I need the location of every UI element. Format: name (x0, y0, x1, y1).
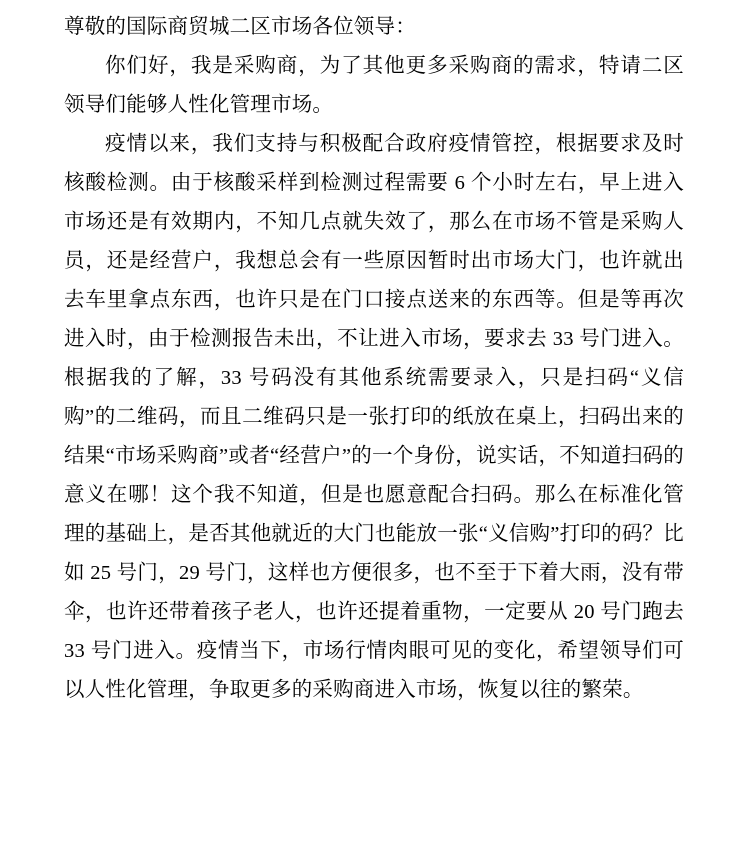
paragraph-main-body: 疫情以来，我们支持与积极配合政府疫情管控，根据要求及时核酸检测。由于核酸采样到检测过程需要 6 个小时左右，早上进入市场还是有效期内，不知几点就失效了，那么在市场不管是采购人员，还是经营户，我想总会有一些原因暂时出市场大门，也许就出去车里拿点东西，也许只是在门口接点送来的东西等。但是等再次进入时，由于检测报告未出，不让进入市场，要求去 33 号门进入。根据我的了解，33 号码没有其他系统需要录入，只是扫码“义信购”的二维码，而且二维码只是一张打印的纸放在桌上，扫码出来的结果“市场采购商”或者“经营户”的一个身份，说实话，不知道扫码的意义在哪！这个我不知道，但是也愿意配合扫码。那么在标准化管理的基础上，是否其他就近的大门也能放一张“义信购”打印的码？比如 25 号门，29 号门，这样也方便很多，也不至于下着大雨，没有带伞，也许还带着孩子老人，也许还提着重物，一定要从 20 号门跑去 33 号门进入。疫情当下，市场行情肉眼可见的变化，希望领导们可以人性化管理，争取更多的采购商进入市场，恢复以往的繁荣。 (64, 133, 684, 701)
paragraph-intro: 你们好，我是采购商，为了其他更多采购商的需求，特请二区领导们能够人性化管理市场。 (64, 55, 684, 116)
document-body (64, 8, 684, 710)
paragraph-salutation: 尊敬的国际商贸城二区市场各位领导： (64, 16, 416, 38)
